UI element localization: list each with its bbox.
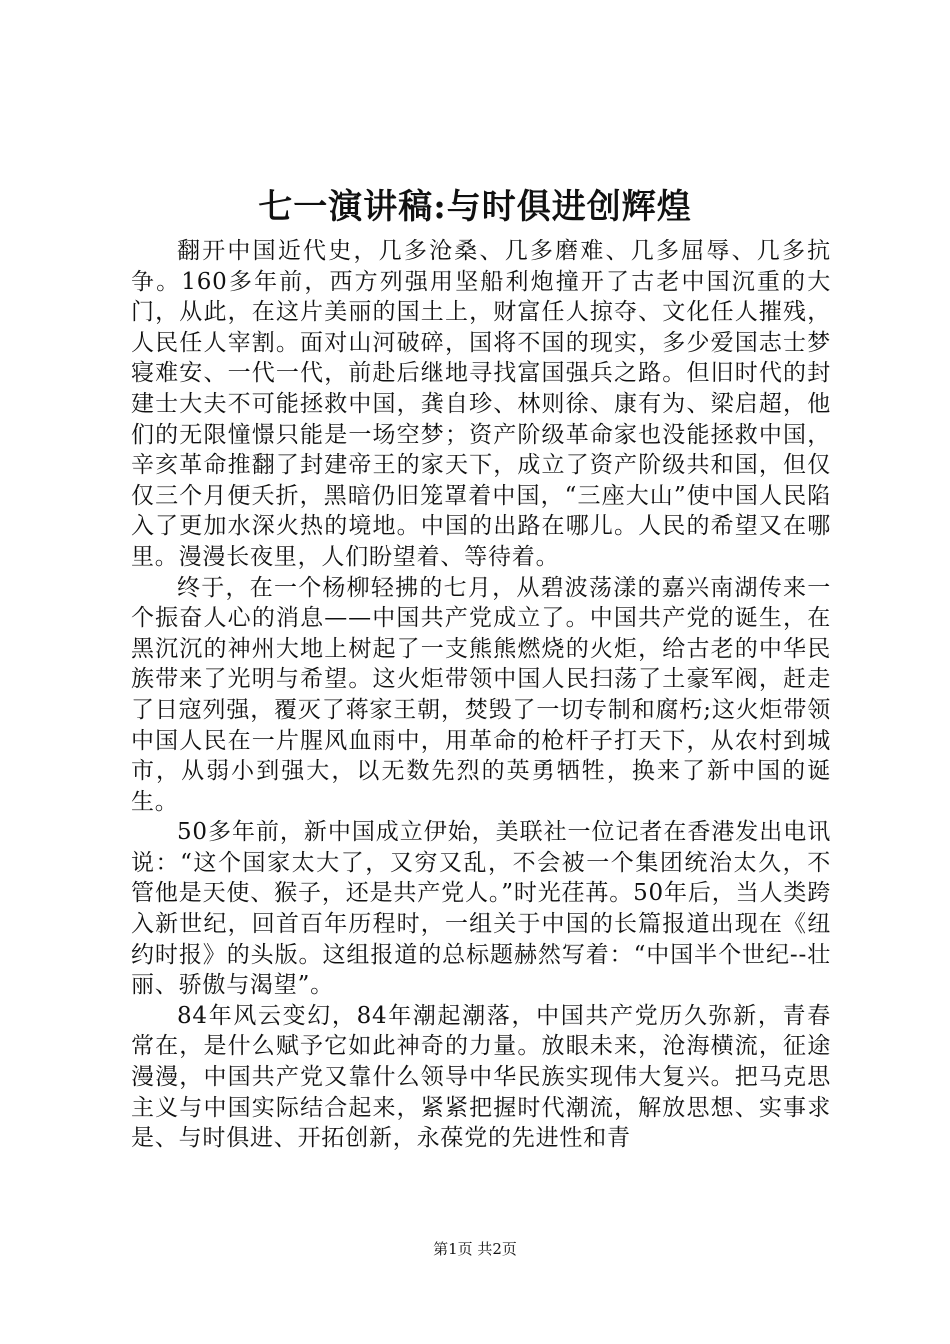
- document-body: [131, 236, 831, 1154]
- document-title: 七一演讲稿:与时俱进创辉煌: [258, 187, 692, 227]
- paragraph-3: 50多年前，新中国成立伊始，美联社一位记者在香港发出电讯说：“这个国家太大了，又穷又乱，不会被一个集团统治太久，不管他是天使、猴子，还是共产党人。”时光荏苒。50年后，当人类跨入新世纪，回首百年历程时，一组关于中国的长篇报道出现在《纽约时报》的头版。这组报道的总标题赫然写着：“中国半个世纪--壮丽、骄傲与渴望”。: [131, 819, 831, 999]
- paragraph-4: 84年风云变幻，84年潮起潮落，中国共产党历久弥新，青春常在，是什么赋予它如此神奇的力量。放眼未来，沧海横流，征途漫漫，中国共产党又靠什么领导中华民族实现伟大复兴。把马克思主义与中国实际结合起来，紧紧把握时代潮流，解放思想、实事求是、与时俱进、开拓创新，永葆党的先进性和青: [131, 1002, 831, 1152]
- page-number-footer: 第1页 共2页: [433, 1240, 517, 1258]
- paragraph-2: 终于，在一个杨柳轻拂的七月，从碧波荡漾的嘉兴南湖传来一个振奋人心的消息——中国共产党成立了。中国共产党的诞生，在黑沉沉的神州大地上树起了一支熊熊燃烧的火炬，给古老的中华民族带来了光明与希望。这火炬带领中国人民扫荡了土豪军阀，赶走了日寇列强，覆灭了蒋家王朝，焚毁了一切专制和腐朽;这火炬带领中国人民在一片腥风血雨中，用革命的枪杆子打天下，从农村到城市，从弱小到强大，以无数先烈的英勇牺牲，换来了新中国的诞生。: [131, 574, 831, 815]
- paragraph-1: 翻开中国近代史，几多沧桑、几多磨难、几多屈辱、几多抗争。160多年前，西方列强用坚船利炮撞开了古老中国沉重的大门，从此，在这片美丽的国土上，财富任人掠夺、文化任人摧残，人民任人宰割。面对山河破碎，国将不国的现实，多少爱国志士梦寝难安、一代一代，前赴后继地寻找富国强兵之路。但旧时代的封建士大夫不可能拯救中国，龚自珍、林则徐、康有为、梁启超，他们的无限憧憬只能是一场空梦；资产阶级革命家也没能拯救中国，辛亥革命推翻了封建帝王的家天下，成立了资产阶级共和国，但仅仅三个月便夭折，黑暗仍旧笼罩着中国，“三座大山”使中国人民陷入了更加水深火热的境地。中国的出路在哪儿。人民的希望又在哪里。漫漫长夜里，人们盼望着、等待着。: [131, 238, 831, 570]
